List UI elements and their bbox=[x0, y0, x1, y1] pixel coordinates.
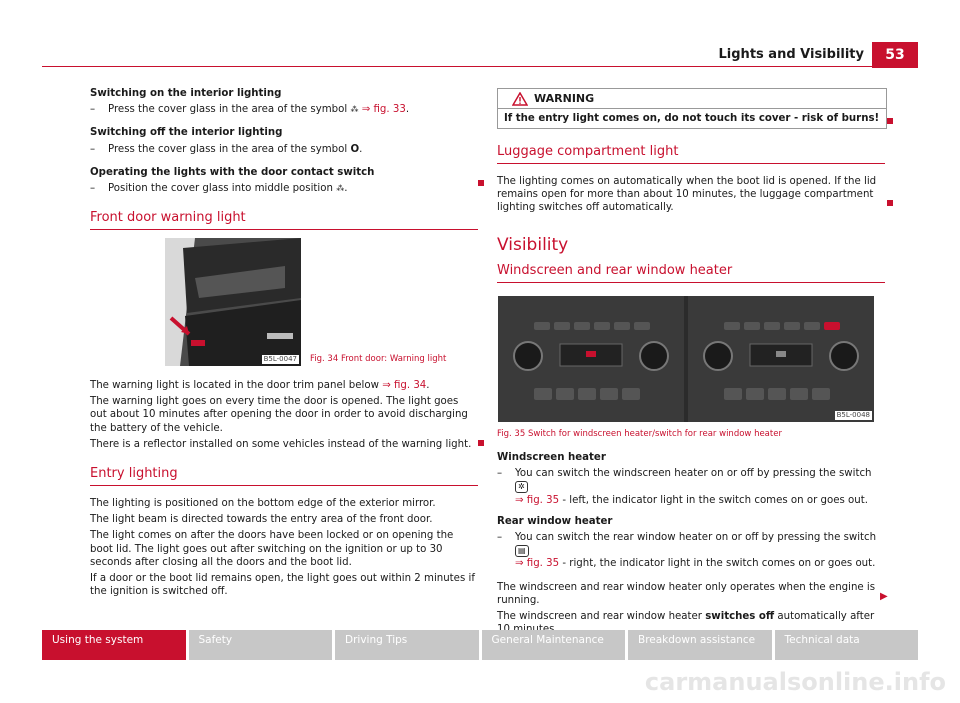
heater-paragraph-2: The windscreen and rear window heater switches off automatically after bbox=[497, 611, 875, 623]
warning-triangle-icon bbox=[512, 92, 528, 106]
figure-35-tag: B5L-0048 bbox=[836, 411, 870, 419]
figure-35-panel-photo bbox=[498, 296, 874, 422]
switch-on-title: Switching on the interior lighting bbox=[90, 88, 282, 99]
switch-off-title: Switching off the interior lighting bbox=[90, 127, 283, 139]
fd-paragraph-2: The warning light goes on every time the door is opened. The light goes out about 10 minutes after opening the door in order to avoid discharging the battery of the vehicle. bbox=[90, 396, 468, 434]
entry-paragraph-2: The light beam is directed towards the entry area of the front door. bbox=[90, 514, 433, 526]
warning-title: WARNING bbox=[534, 92, 595, 105]
footer-tabs bbox=[42, 630, 918, 660]
luggage-heading: Luggage compartment light bbox=[497, 144, 885, 164]
watermark: carmanualsonline.info bbox=[644, 668, 946, 696]
tab-using-the-system[interactable]: Using the system bbox=[42, 630, 186, 660]
tab-safety[interactable]: Safety bbox=[189, 630, 333, 660]
tab-technical-data[interactable]: Technical data bbox=[775, 630, 919, 660]
tab-general-maintenance[interactable]: General Maintenance bbox=[482, 630, 626, 660]
tab-driving-tips[interactable]: Driving Tips bbox=[335, 630, 479, 660]
warning-text: If the entry light comes on, do not touch its cover - risk of burns! bbox=[504, 113, 880, 124]
heater-heading: Windscreen and rear window heater bbox=[497, 263, 885, 283]
fig35-link-left[interactable]: ⇒ fig. 35 bbox=[515, 494, 560, 506]
figure-35-caption: Fig. 35 Switch for windscreen heater/switch for rear window heater bbox=[497, 429, 782, 439]
luggage-paragraph: The lighting comes on automatically when the boot lid is opened. If the lid remains open for more than about 10 minutes, the luggage compartment lighting switches off automatically. bbox=[497, 176, 877, 214]
warning-header bbox=[498, 89, 886, 109]
windscreen-heater-icon: ✲ bbox=[515, 481, 528, 493]
page-header-title: Lights and Visibility bbox=[718, 47, 864, 62]
entry-paragraph-3: The light comes on after the doors have been locked or on opening the boot lid. The light goes out after switching on the ignition or up to 30 seconds after closing all the doors and the boot lid. bbox=[90, 530, 454, 568]
rear-step: – You can switch the rear window heater on or off by pressing the switch ▤ ⇒ fig. 35 - right, the indicator light in the switch comes on or goes out. bbox=[497, 532, 877, 570]
climate-panel-illustration bbox=[498, 296, 874, 422]
right-column bbox=[497, 144, 885, 283]
windscreen-step: – You can switch the windscreen heater on or off by pressing the switch ✲ ⇒ fig. 35 - left, the indicator light in the switch comes on or goes out. bbox=[497, 468, 872, 506]
front-door-body bbox=[90, 379, 478, 598]
heater-body bbox=[497, 451, 885, 636]
page-number: 53 bbox=[872, 42, 918, 68]
switch-on-step: – Press the cover glass in the area of the symbol ⁂ ⇒ fig. 33. bbox=[90, 104, 410, 116]
continue-arrow-icon: ▶ bbox=[880, 591, 888, 602]
light-symbol-icon: ⁂ bbox=[350, 105, 359, 115]
section-end-mark bbox=[478, 440, 484, 446]
fig34-link[interactable]: ⇒ fig. 34 bbox=[382, 380, 427, 391]
windscreen-heater-title: Windscreen heater bbox=[497, 452, 606, 463]
entry-lighting-heading: Entry lighting bbox=[90, 466, 478, 486]
fig35-link-right[interactable]: ⇒ fig. 35 bbox=[515, 558, 560, 570]
figure-34-tag: B5L-0047 bbox=[263, 355, 297, 363]
front-door-heading: Front door warning light bbox=[90, 210, 478, 230]
rear-window-heater-title: Rear window heater bbox=[497, 515, 613, 527]
door-contact-step: – Position the cover glass into middle position ⁂. bbox=[90, 183, 348, 195]
warning-box bbox=[497, 88, 887, 129]
fd-paragraph-1: The warning light is located in the door trim panel below ⇒ fig. 34. bbox=[90, 380, 430, 391]
tab-breakdown-assistance[interactable]: Breakdown assistance bbox=[628, 630, 772, 660]
heater-paragraph-1: The windscreen and rear window heater only operates when the engine is running. bbox=[497, 581, 876, 606]
figure-34-caption: Fig. 34 Front door: Warning light bbox=[310, 354, 447, 364]
section-end-mark bbox=[478, 180, 484, 186]
door-symbol-icon: ⁂ bbox=[336, 184, 345, 194]
door-contact-title: Operating the lights with the door contact switch bbox=[90, 166, 375, 178]
left-column bbox=[90, 87, 478, 230]
visibility-heading: Visibility bbox=[497, 234, 569, 255]
rear-window-heater-icon: ▤ bbox=[515, 545, 529, 557]
figure-34-door-photo bbox=[165, 238, 301, 366]
door-illustration bbox=[165, 238, 301, 366]
section-end-mark bbox=[887, 118, 893, 124]
entry-paragraph-1: The lighting is positioned on the bottom edge of the exterior mirror. bbox=[90, 498, 436, 510]
entry-paragraph-4: If a door or the boot lid remains open, the light goes out within 2 minutes if the ignition is switched off. bbox=[90, 573, 475, 598]
switch-off-step: – Press the cover glass in the area of the symbol O. bbox=[90, 143, 363, 155]
header-rule bbox=[42, 66, 872, 67]
fig33-link[interactable]: ⇒ fig. 33 bbox=[361, 104, 406, 116]
section-end-mark bbox=[887, 200, 893, 206]
off-symbol: O bbox=[350, 143, 360, 155]
fd-paragraph-3: There is a reflector installed on some vehicles instead of the warning light. bbox=[90, 438, 472, 450]
